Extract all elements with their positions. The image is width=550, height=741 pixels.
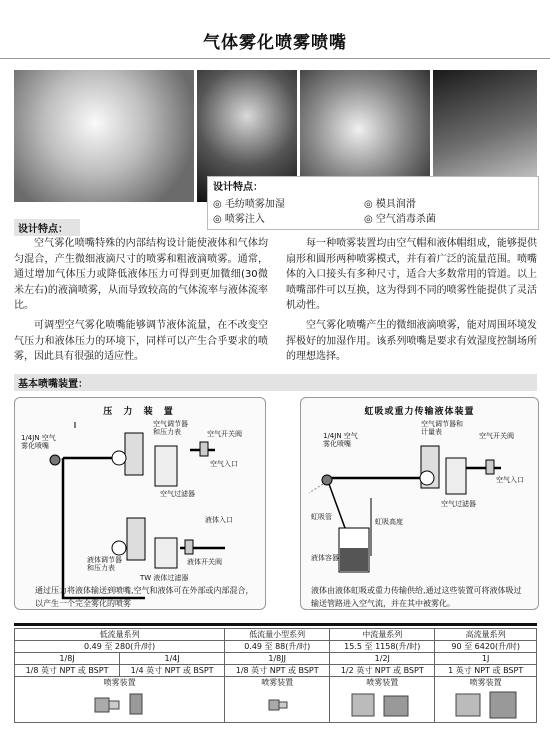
table-row [15, 653, 537, 665]
label-air-filter: 空气过滤器 [441, 500, 476, 508]
label-siphon-tube: 虹吸管 [311, 513, 332, 521]
flow-cell: 0.49 至 280(升/时) [15, 641, 225, 653]
nozzle-label: 喷雾装置 [261, 678, 294, 687]
table-top-rule [14, 623, 537, 626]
design-right-paragraph-2: 空气雾化喷嘴产生的微细液滴喷雾，能对周围环境发挥极好的加湿作用。该系列喷嘴是要求有效湿度控制场所的理想选择。 [286, 320, 537, 362]
nozzle-cell [15, 677, 225, 723]
table-row [15, 665, 537, 677]
connection-cell: 1/4 英寸 NPT 或 BSPT [120, 665, 225, 677]
siphon-diagram [300, 397, 539, 610]
table-row [15, 629, 537, 641]
connection-cell: 1/8 英寸 NPT 或 BSPT [225, 665, 330, 677]
nozzle-label: 喷雾装置 [366, 678, 399, 687]
label-air-regulator: 空气调节器 和压力表 [153, 420, 188, 436]
series-cell: 低流量小型系列 [225, 629, 330, 641]
model-cell: 1/2J [330, 653, 435, 665]
flow-cell: 0.49 至 88(升/时) [225, 641, 330, 653]
series-cell: 高流量系列 [435, 629, 537, 641]
connection-cell: 1/2 英寸 NPT 或 BSPT [330, 665, 435, 677]
connection-cell: 1/8 英寸 NPT 或 BSPT [15, 665, 120, 677]
siphon-diagram-title: 虹吸或重力传输液体装置 [364, 407, 475, 417]
label-liquid-container: 液体容器 [311, 554, 339, 562]
label-air-valve: 空气开关阀 [207, 430, 242, 438]
title-divider [0, 58, 550, 59]
nozzle-cell [225, 677, 330, 723]
pressure-caption: 通过压力将液体输送到喷嘴,空气和液体可在外部或内部混合，以产生一个完全雾化的喷雾 [35, 586, 254, 608]
series-cell: 中流量系列 [330, 629, 435, 641]
label-air-regulator: 空气调节器和 计量表 [421, 420, 463, 436]
features-title: 设计特点： [213, 182, 263, 193]
feature-item: ◎ 毛纺喷雾加湿 [213, 199, 285, 210]
label-liquid-regulator: 液体调节器 和压力表 [87, 556, 122, 572]
label-air-inlet: 空气入口 [496, 476, 524, 484]
feature-item: ◎ 模具润滑 [364, 199, 416, 210]
table-row [15, 641, 537, 653]
siphon-caption: 液体由液体虹吸或重力传输供给,通过这些装置可将液体吸过输送管路进入空气流，并在其中被雾化。 [311, 586, 522, 608]
nozzle-label: 喷雾装置 [103, 678, 136, 687]
table-row [15, 677, 537, 723]
label-air-filter: 空气过滤器 [160, 490, 195, 498]
page-title: 气体雾化喷雾喷嘴 [203, 33, 347, 53]
nozzle-image [446, 688, 526, 720]
feature-item: ◎ 喷雾注入 [213, 214, 265, 225]
label-liquid-filter: TW 液体过滤器 [140, 574, 189, 582]
feature-item: ◎ 空气消毒杀菌 [364, 214, 436, 225]
label-nozzle: 1/4JN 空气 雾化喷嘴 [323, 432, 358, 448]
label-liquid-valve: 液体开关阀 [187, 558, 222, 566]
label-liquid-inlet: 液体入口 [205, 516, 233, 524]
nozzle-label: 喷雾装置 [469, 678, 502, 687]
nozzle-image [75, 688, 165, 720]
flow-cell: 90 至 6420(升/时) [435, 641, 537, 653]
model-cell: 1J [435, 653, 537, 665]
pressure-diagram-title: 压 力 装 置 [103, 407, 177, 417]
model-cell: 1/8JJ [225, 653, 330, 665]
nozzle-cell [330, 677, 435, 723]
spec-table [14, 628, 537, 723]
setup-heading: 基本喷嘴装置： [14, 374, 537, 391]
nozzle-photo-1 [14, 70, 194, 202]
design-right-paragraph-1: 每一种喷雾装置均由空气帽和液体帽组成，能够提供扇形和圆形两种喷雾模式，并有着广泛的流量范围。喷嘴体的入口接头有多种尺寸，适合大多数常用的管道。以上喷嘴部件可以互换，这为得到不同的喷雾性能提供了灵活机动性。 [286, 238, 537, 311]
nozzle-image [247, 688, 307, 720]
label-siphon-height: 虹吸高度 [375, 518, 403, 526]
label-air-inlet: 空气入口 [210, 460, 238, 468]
connection-cell: 1 英寸 NPT 或 BSPT [435, 665, 537, 677]
nozzle-image [342, 688, 422, 720]
design-left-paragraph-1: 空气雾化喷嘴特殊的内部结构设计能使液体和气体均匀混合，产生微细液滴尺寸的喷雾和粗液滴喷雾。通常，通过增加气体压力或降低液体压力可得到更加微细(30微米左右)的液滴喷雾，从而导致较高的气体流率与液体流率比。 [14, 238, 268, 311]
siphon-diagram-drawing [301, 398, 538, 609]
design-heading: 设计特点： [14, 219, 80, 236]
nozzle-cell [435, 677, 537, 723]
flow-cell: 15.5 至 1158(升/时) [330, 641, 435, 653]
model-cell: 1/4J [120, 653, 225, 665]
pressure-diagram [14, 397, 266, 610]
model-cell: 1/8J [15, 653, 120, 665]
label-air-valve: 空气开关阀 [479, 432, 514, 440]
design-left-paragraph-2: 可调型空气雾化喷嘴能够调节液体流量，在不改变空气压力和液体压力的环境下，同样可以产生合乎要求的喷雾，因此具有很强的适应性。 [14, 320, 268, 362]
label-nozzle: 1/4JN 空气 雾化喷嘴 [21, 434, 56, 450]
series-cell: 低流量系列 [15, 629, 225, 641]
